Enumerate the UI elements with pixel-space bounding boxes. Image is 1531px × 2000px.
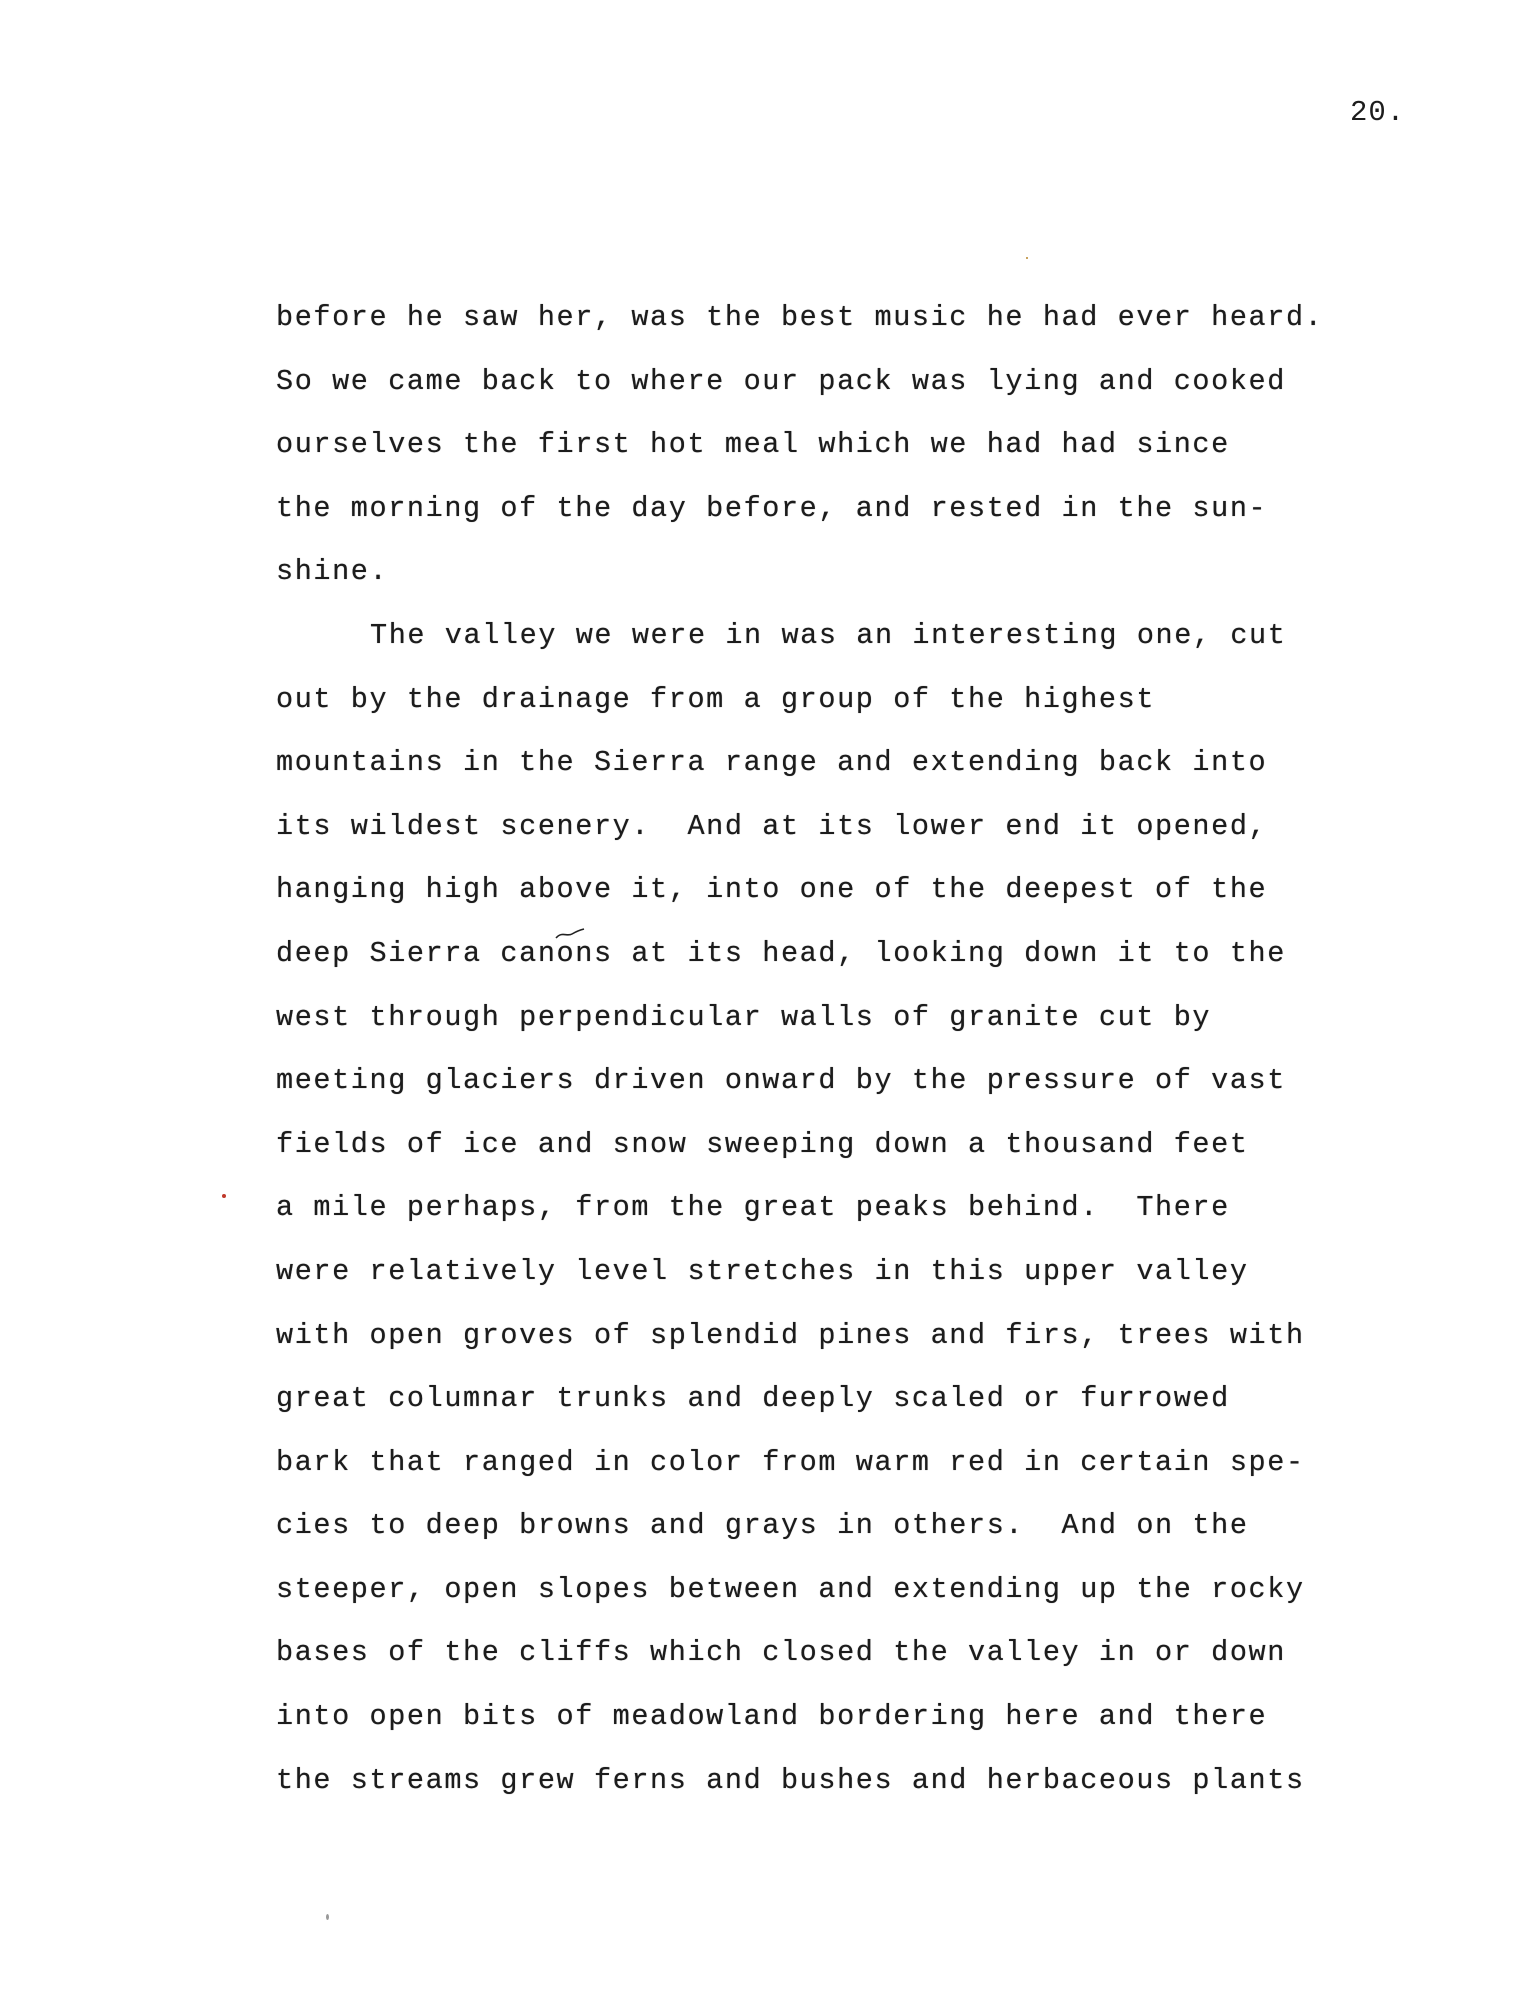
text-line: ourselves the first hot meal which we had had since xyxy=(276,428,1230,462)
paragraph-start-line: The valley we were in was an interesting one, cut xyxy=(370,618,1287,652)
text-line: a mile perhaps, from the great peaks behind. There xyxy=(276,1191,1230,1225)
text-line: great columnar trunks and deeply scaled or furrowed xyxy=(276,1382,1230,1416)
text-line: into open bits of meadowland bordering here and there xyxy=(276,1700,1268,1734)
text-line: hanging high above it, into one of the deepest of the xyxy=(276,873,1268,907)
text-line: with open groves of splendid pines and firs, trees with xyxy=(276,1318,1305,1352)
text-line: out by the drainage from a group of the highest xyxy=(276,682,1156,716)
handwritten-tilde-mark xyxy=(555,928,585,940)
text-line: bark that ranged in color from warm red in certain spe- xyxy=(276,1445,1305,1479)
text-line: its wildest scenery. And at its lower end it opened, xyxy=(276,809,1268,843)
text-line: meeting glaciers driven onward by the pressure of vast xyxy=(276,1064,1286,1098)
text-line: deep Sierra canons at its head, looking down it to the xyxy=(276,936,1286,970)
typed-body-text xyxy=(276,296,1406,1822)
text-line: the morning of the day before, and rested in the sun- xyxy=(276,491,1268,525)
text-line: west through perpendicular walls of granite cut by xyxy=(276,1000,1212,1034)
text-line: steeper, open slopes between and extending up the rocky xyxy=(276,1572,1305,1606)
text-line: the streams grew ferns and bushes and herbaceous plants xyxy=(276,1763,1305,1797)
text-line: cies to deep browns and grays in others. And on the xyxy=(276,1509,1249,1543)
text-line: So we came back to where our pack was lying and cooked xyxy=(276,364,1286,398)
text-line: mountains in the Sierra range and extending back into xyxy=(276,746,1268,780)
paper-speck xyxy=(222,1194,226,1198)
paper-speck xyxy=(326,1914,329,1920)
page-number: 20. xyxy=(1350,96,1406,129)
text-line: before he saw her, was the best music he had ever heard. xyxy=(276,301,1324,334)
text-line: were relatively level stretches in this upper valley xyxy=(276,1254,1249,1288)
paper-speck xyxy=(1026,257,1028,259)
text-line: shine. xyxy=(276,555,389,589)
text-line: fields of ice and snow sweeping down a thousand feet xyxy=(276,1127,1249,1161)
text-line: bases of the cliffs which closed the valley in or down xyxy=(276,1636,1286,1670)
